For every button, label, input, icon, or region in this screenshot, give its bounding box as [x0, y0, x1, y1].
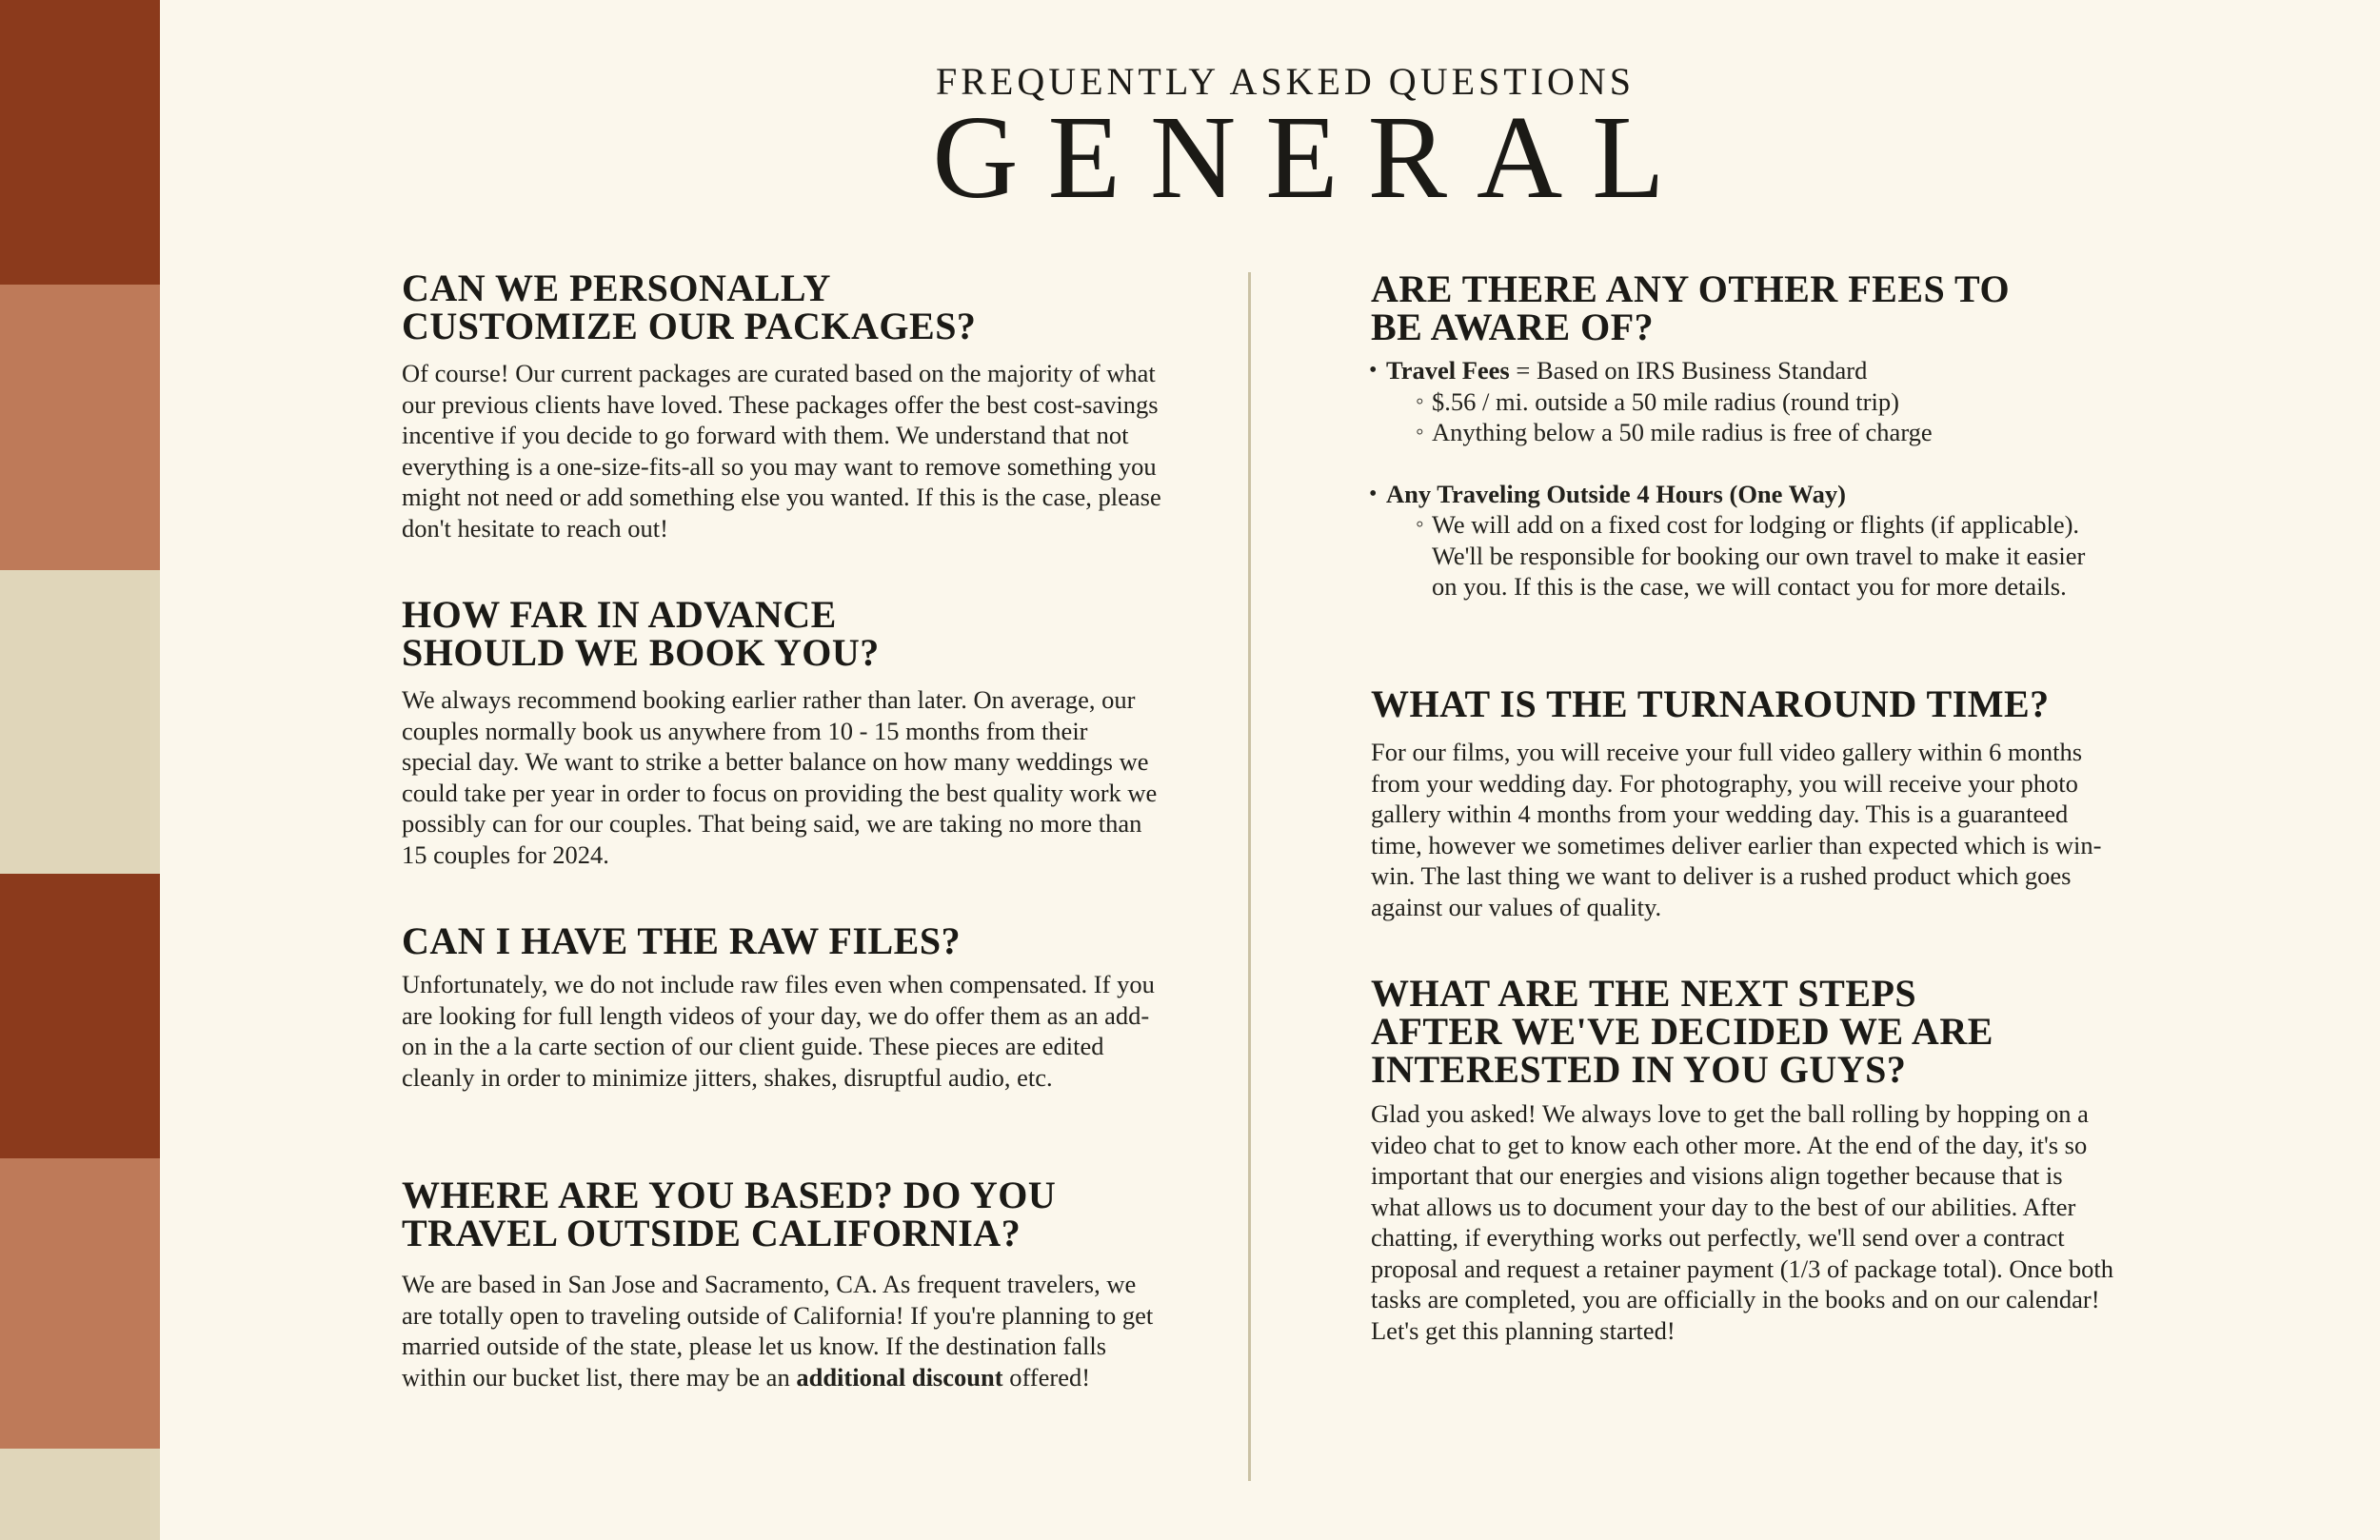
heading-line: HOW FAR IN ADVANCE: [402, 593, 837, 636]
question-heading-book-in-advance: [402, 593, 880, 674]
column-divider: [1248, 272, 1251, 1481]
page-title: GENERAL: [932, 92, 1695, 224]
bullet-travel-fees: [1371, 355, 2109, 448]
traveling-sub-list: [1386, 509, 2109, 602]
answer-raw-files: Unfortunately, we do not include raw files even when compensated. If you are looking for full length videos of your day, we do offer them as an add-on in the a la carte section of our client guide. These pieces are edited cleanly in order to minimize jitters, shakes, disruptful audio, etc.: [402, 970, 1155, 1092]
heading-line: SHOULD WE BOOK YOU?: [402, 631, 880, 674]
question-heading-other-fees: [1371, 267, 2011, 348]
heading-line: WHAT ARE THE NEXT STEPS: [1371, 972, 1917, 1015]
heading-line: CAN WE PERSONALLY: [402, 267, 831, 309]
heading-line: CAN I HAVE THE RAW FILES?: [402, 919, 962, 962]
answer-where-based: We are based in San Jose and Sacramento, CA. As frequent travelers, we are totally open to traveling outside of California! If you're planning to get married outside of the state, please let us know. If the destination falls within our bucket list, there may be an additional discount offered!: [402, 1270, 1154, 1392]
heading-line: CUSTOMIZE OUR PACKAGES?: [402, 305, 977, 347]
bullet-text: Any Traveling Outside 4 Hours (One Way): [1386, 479, 1846, 508]
fees-bullet-list: [1371, 355, 2109, 602]
question-heading-next-steps: [1371, 972, 1993, 1091]
heading-line: WHERE ARE YOU BASED? DO YOU: [402, 1174, 1057, 1216]
answer-turnaround-time: For our films, you will receive your full video gallery within 6 months from your wedding day. For photography, you will receive your photo gallery within 4 months from your wedding day. This is a guaranteed time, however we sometimes deliver earlier than expected which is win-win. The last thing we want to deliver is a rushed product which goes against our values of quality.: [1371, 738, 2102, 921]
travel-fees-sub-list: [1386, 386, 2109, 448]
color-block-beige: [0, 570, 160, 874]
decorative-color-stripe: [0, 0, 160, 1540]
sub-bullet-mileage-rate: ◦ $.56 / mi. outside a 50 mile radius (round trip): [1386, 386, 2109, 418]
sub-bullet-lodging-flights: ◦ We will add on a fixed cost for lodging or flights (if applicable). We'll be responsible for booking our own travel to make it easier on you. If this is the case, we will contact you for more details.: [1386, 509, 2109, 602]
heading-line: BE AWARE OF?: [1371, 306, 1655, 348]
page-eyebrow: FREQUENTLY ASKED QUESTIONS: [935, 60, 1636, 103]
color-block-terracotta: [0, 1158, 160, 1449]
heading-line: WHAT IS THE TURNAROUND TIME?: [1371, 682, 2050, 725]
answer-book-in-advance: We always recommend booking earlier rather than later. On average, our couples normally book us anywhere from 10 - 15 months from their special day. We want to strike a better balance on how many weddings we could take per year in order to focus on providing the best quality work we possibly can for our couples. That being said, we are taking no more than 15 couples for 2024.: [402, 685, 1158, 869]
heading-line: TRAVEL OUTSIDE CALIFORNIA?: [402, 1212, 1021, 1254]
color-block-rust: [0, 0, 160, 285]
sub-bullet-free-radius: ◦ Anything below a 50 mile radius is free of charge: [1386, 417, 2109, 448]
question-heading-customize-packages: [402, 269, 976, 346]
heading-line: INTERESTED IN YOU GUYS?: [1371, 1048, 1907, 1091]
color-block-rust: [0, 874, 160, 1158]
color-block-beige: [0, 1449, 160, 1540]
question-heading-raw-files: [402, 919, 962, 962]
bullet-traveling-outside-4-hours: [1371, 479, 2109, 602]
answer-customize-packages: Of course! Our current packages are curated based on the majority of what our previous clients have loved. These packages offer the best cost-savings incentive if you decide to go forward with them. We understand that not everything is a one-size-fits-all so you may want to remove something you might not need or add something else you wanted. If this is the case, please don't hesitate to reach out!: [402, 359, 1161, 543]
question-heading-where-based: [402, 1176, 1056, 1253]
answer-next-steps: Glad you asked! We always love to get the ball rolling by hopping on a video chat to get to know each other more. At the end of the day, it's so important that our energies and visions align together because that is what allows us to document your day to the best of our abilities. After chatting, if everything works out perfectly, we'll send over a contract proposal and request a retainer payment (1/3 of package total). Once both tasks are completed, you are officially in the books and on our calendar! Let's get this planning started!: [1371, 1099, 2113, 1345]
heading-line: AFTER WE'VE DECIDED WE ARE: [1371, 1010, 1993, 1053]
question-heading-turnaround-time: [1371, 682, 2050, 725]
color-block-terracotta: [0, 285, 160, 570]
heading-line: ARE THERE ANY OTHER FEES TO: [1371, 267, 2011, 310]
bullet-text: Travel Fees = Based on IRS Business Standard: [1386, 356, 1868, 385]
